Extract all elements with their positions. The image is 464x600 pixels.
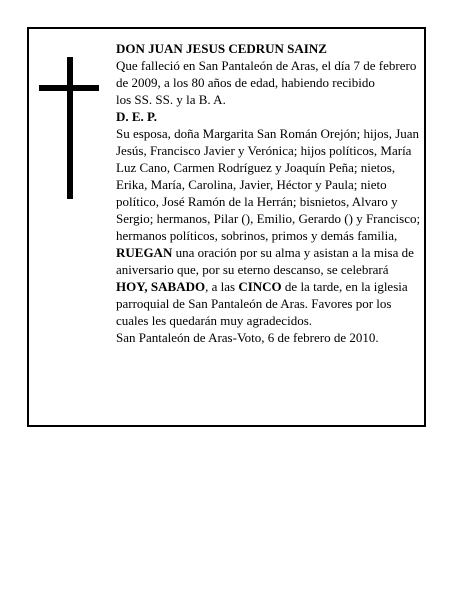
place-date: San Pantaleón de Aras-Voto, 6 de febrero de 2010. bbox=[116, 330, 379, 345]
mass-announcement bbox=[116, 244, 421, 329]
family-list: Su esposa, doña Margarita San Román Orejón; hijos, Juan Jesús, Francisco Javier y Verónica; hijos políticos, María Luz Cano, Carmen Rodríguez y Joaquín Peña; nietos, Erika, María, Carolina, Javier, Héctor y Paula; nieto político, José Ramón de la Herrán; bisnietos, Alvaro y Sergio; hermanos, Pilar (), Emilio, Gerardo () y Francisco; hermanos políticos, sobrinos, primos y demás familia, bbox=[116, 126, 421, 243]
ruegan-label: RUEGAN bbox=[116, 245, 173, 260]
death-line-3: los SS. SS. y la B. A. bbox=[116, 92, 226, 107]
cinco-text: de la tarde, en la iglesia parroquial de San Pantaleón de Aras. Favores por los cuales les quedarán muy agradecidos. bbox=[116, 279, 408, 328]
death-line-2: de 2009, a los 80 años de edad, habiendo recibido bbox=[116, 75, 375, 90]
hoy-text: , a las bbox=[205, 279, 239, 294]
cinco-label: CINCO bbox=[238, 279, 282, 294]
death-line-1: Que falleció en San Pantaleón de Aras, el día 7 de febrero bbox=[116, 58, 417, 73]
cross-icon-bar bbox=[39, 85, 99, 91]
dep-heading: D. E. P. bbox=[116, 109, 158, 124]
obituary-notice bbox=[27, 27, 426, 427]
notice-text bbox=[116, 40, 421, 346]
cross-icon bbox=[67, 57, 73, 199]
hoy-label: HOY, SABADO bbox=[116, 279, 206, 294]
deceased-name: DON JUAN JESUS CEDRUN SAINZ bbox=[116, 41, 327, 56]
ruegan-text: una oración por su alma y asistan a la misa de aniversario que, por su eterno descanso, se celebrará bbox=[116, 245, 414, 277]
